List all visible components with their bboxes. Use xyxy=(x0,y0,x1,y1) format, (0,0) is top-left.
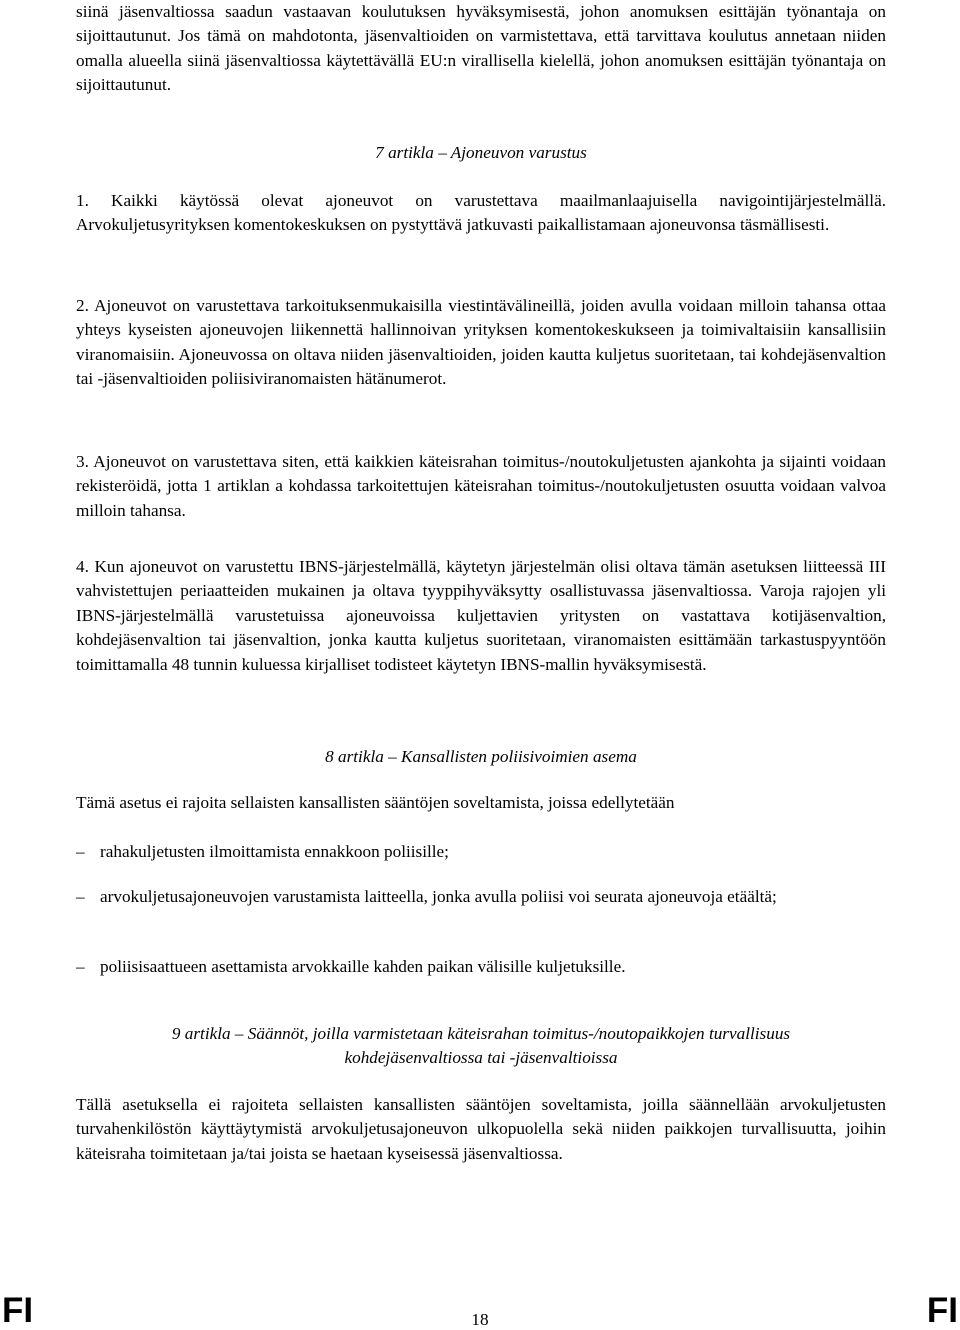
list-item xyxy=(76,955,886,979)
list-item-text: poliisisaattueen asettamista arvokkaille kahden paikan välisille kuljetuksille. xyxy=(100,957,626,976)
list-item xyxy=(76,840,886,864)
article-9-paragraph: Tällä asetuksella ei rajoiteta sellaisten kansallisten sääntöjen soveltamista, joilla säännellään arvokuljetusten turvahenkilöstön käyttäytymistä arvokuljetusajoneuvon ulkopuolella sekä niiden paikkojen turvallisuutta, joihin käteisraha toimitetaan ja/tai joista se haetaan kyseisessä jäsenvaltiossa. xyxy=(76,1095,886,1163)
list-item-text: arvokuljetusajoneuvojen varustamista laitteella, jonka avulla poliisi voi seurata ajoneuvoja etäältä; xyxy=(100,887,777,906)
article-9-heading-line-1: 9 artikla – Säännöt, joilla varmistetaan käteisrahan toimitus-/noutopaikkojen turvallisuus xyxy=(171,1024,791,1043)
article-7-heading: 7 artikla – Ajoneuvon varustus xyxy=(375,143,587,162)
article-7-paragraph-1: 1. Kaikki käytössä olevat ajoneuvot on varustettava maailmanlaajuisella navigointijärjestelmällä. Arvokuljetusyrityksen komentokeskuksen on pystyttävä jatkuvasti paikallistamaan ajoneuvonsa täsmällisesti. xyxy=(76,191,886,235)
footer-language-left: FI xyxy=(2,1291,34,1330)
article-7-paragraph-4: 4. Kun ajoneuvot on varustettu IBNS-järjestelmällä, käytetyn järjestelmän olisi oltava tämän asetuksen liitteessä III vahvistettujen periaatteiden mukainen ja oltava tyyppihyväksytty osallistuvassa jäsenvaltiossa. Varoja rajojen yli IBNS-järjestelmällä varustetuissa ajoneuvoissa kuljettavien yritysten on vastattava kotijäsenvaltion, kohdejäsenvaltion tai jäsenvaltion, jonka kautta kuljetus suoritetaan, viranomaisten esittämään tarkastuspyyntöön toimittamalla 48 tunnin kuluessa kirjalliset todisteet käytetyn IBNS-mallin hyväksymisestä. xyxy=(76,557,886,674)
article-8-heading: 8 artikla – Kansallisten poliisivoimien asema xyxy=(325,747,637,766)
list-item xyxy=(76,885,886,909)
article-8-intro: Tämä asetus ei rajoita sellaisten kansallisten sääntöjen soveltamista, joissa edellytetään xyxy=(76,793,675,812)
footer-language-right: FI xyxy=(926,1291,958,1330)
article-7-paragraph-3: 3. Ajoneuvot on varustettava siten, että kaikkien käteisrahan toimitus-/noutokuljetusten ajankohta ja sijainti voidaan rekisteröidä, jotta 1 artiklan a kohdassa tarkoitettujen käteisrahan toimitus-/noutokuljetusten osuutta voidaan valvoa milloin tahansa. xyxy=(76,452,886,520)
list-item-text: rahakuljetusten ilmoittamista ennakkoon poliisille; xyxy=(100,842,449,861)
dash-bullet: – xyxy=(76,957,85,976)
article-9-heading-line-2: kohdejäsenvaltiossa tai -jäsenvaltioissa xyxy=(344,1048,618,1067)
dash-bullet: – xyxy=(76,887,85,906)
dash-bullet: – xyxy=(76,842,85,861)
intro-paragraph: siinä jäsenvaltiossa saadun vastaavan koulutuksen hyväksymisestä, johon anomuksen esittäjän työnantaja on sijoittautunut. Jos tämä on mahdotonta, jäsenvaltioiden on varmistettava, että tarvittava koulutus annetaan niiden omalla alueella siinä jäsenvaltiossa käytettävällä EU:n virallisella kielellä, johon anomuksen esittäjän työnantaja on sijoittautunut. xyxy=(76,2,886,95)
page-number: 18 xyxy=(471,1310,489,1329)
article-7-paragraph-2: 2. Ajoneuvot on varustettava tarkoituksenmukaisilla viestintävälineillä, joiden avulla voidaan milloin tahansa ottaa yhteys kyseisten ajoneuvojen liikennettä hallinnoivan yrityksen komentokeskukseen ja toimivaltaisiin kansallisiin viranomaisiin. Ajoneuvossa on oltava niiden jäsenvaltioiden, joiden kautta kuljetus suoritetaan, tai kohdejäsenvaltion tai -jäsenvaltioiden poliisiviranomaisten hätänumerot. xyxy=(76,296,886,389)
